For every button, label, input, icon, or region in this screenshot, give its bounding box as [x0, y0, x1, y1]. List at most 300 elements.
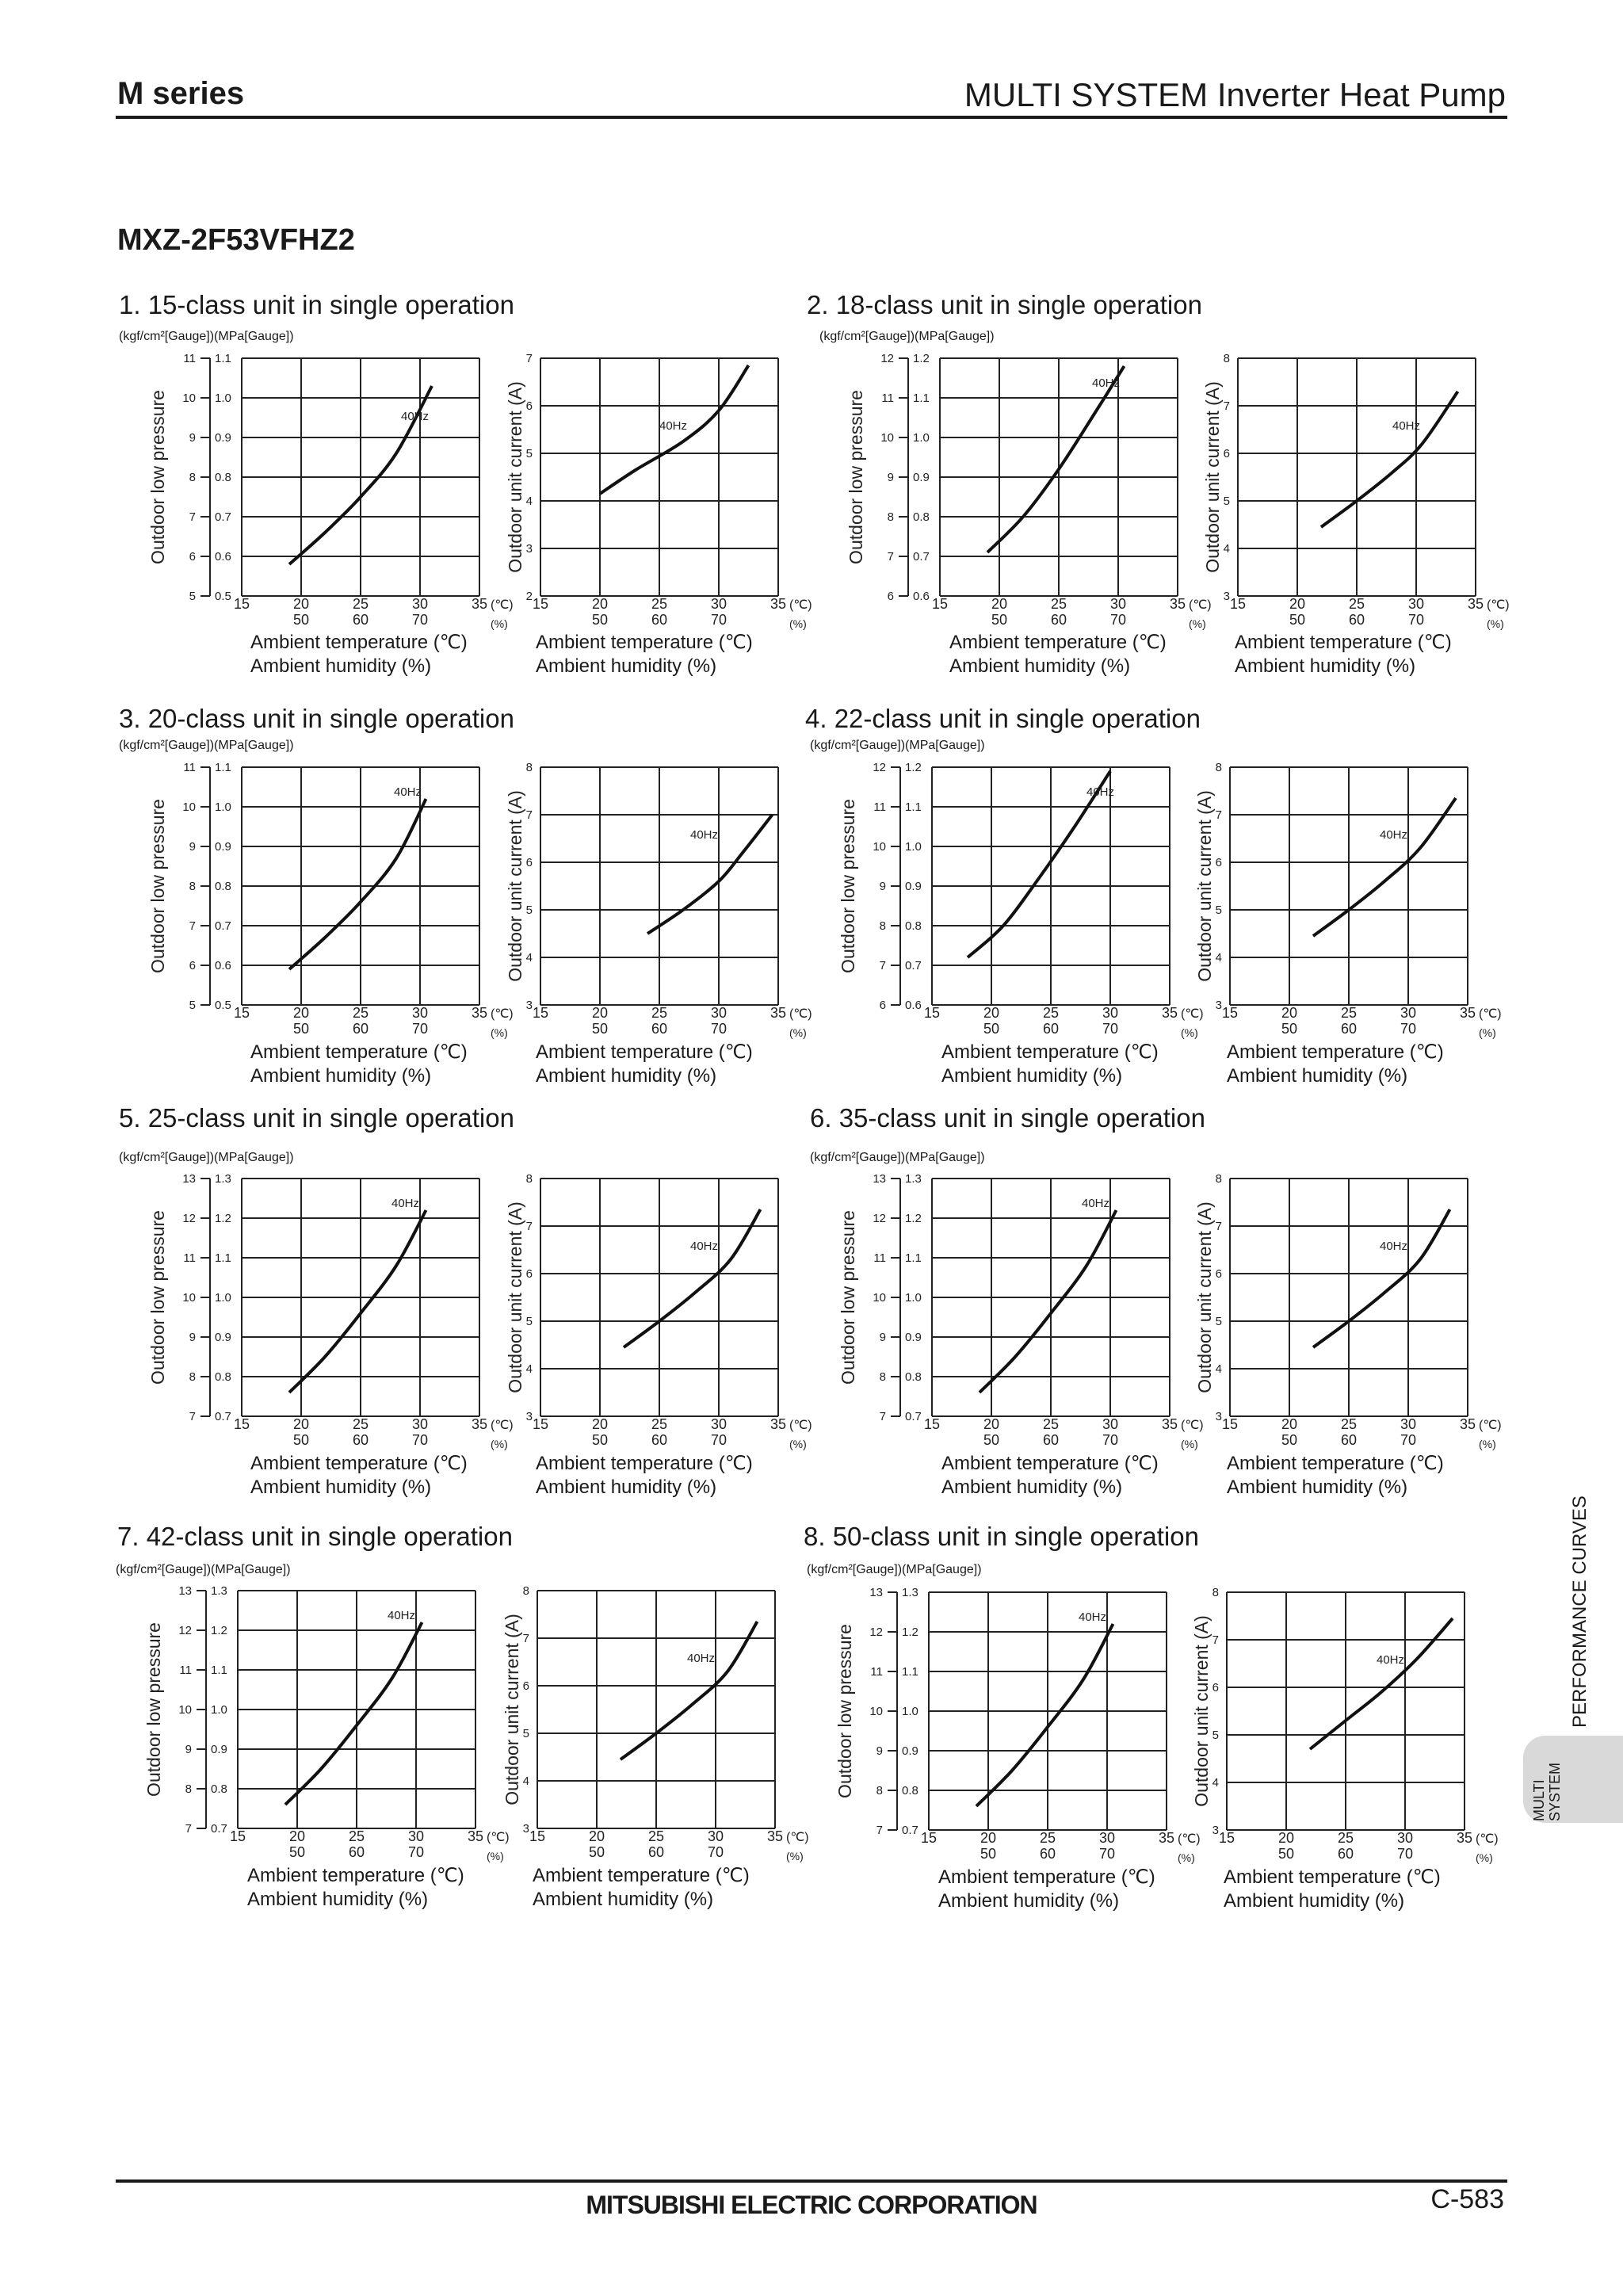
x-unit-temp: (℃) [1189, 598, 1212, 612]
x-tick-humidity: 70 [407, 1844, 425, 1860]
y-tick-mpa: 0.9 [902, 1744, 918, 1758]
y-tick-mpa: 1.2 [215, 1212, 231, 1225]
x-unit-temp: (℃) [487, 1831, 510, 1844]
x-tick-temp: 35 [766, 1828, 784, 1844]
y-tick: 3 [1212, 1824, 1219, 1837]
chart-current-7 [442, 1575, 823, 1884]
x-tick-temp: 20 [292, 1005, 310, 1021]
x-unit-humidity: (%) [491, 1438, 508, 1450]
series-title: M series [117, 76, 245, 111]
series-line-40hz [1321, 392, 1458, 527]
chart-current-1 [445, 342, 826, 651]
y-tick-mpa: 1.1 [215, 1251, 231, 1265]
x-unit-temp: (℃) [491, 598, 514, 612]
y-tick: 5 [1215, 904, 1222, 917]
x-unit-temp: (℃) [1181, 1419, 1204, 1432]
xlabel-5b: Ambient temperature (℃) Ambient humidity (%) [536, 1453, 753, 1498]
y-tick-mpa: 0.6 [905, 999, 922, 1012]
y-tick: 3 [525, 542, 533, 556]
y-tick-kgf: 8 [879, 1370, 886, 1384]
y-tick-mpa: 0.9 [215, 1331, 231, 1344]
xlabel-8b: Ambient temperature (℃) Ambient humidity (%) [1224, 1866, 1441, 1912]
y-tick-kgf: 11 [179, 1664, 192, 1677]
xlabel-5a: Ambient temperature (℃) Ambient humidity (%) [250, 1453, 468, 1498]
x-tick-temp: 35 [1158, 1830, 1175, 1846]
x-tick-humidity: 50 [983, 1021, 1000, 1037]
x-tick-temp: 15 [931, 596, 949, 612]
x-tick-temp: 15 [229, 1828, 246, 1844]
y-tick-kgf: 7 [879, 959, 886, 972]
x-tick-temp: 20 [991, 596, 1008, 612]
series-label-40hz: 40Hz [690, 1240, 719, 1253]
y-tick-mpa: 1.1 [215, 761, 231, 774]
x-tick-humidity: 60 [348, 1844, 365, 1860]
y-tick-mpa: 0.8 [905, 1370, 922, 1384]
y-axis-label: Outdoor low pressure [838, 1210, 858, 1385]
y-tick-mpa: 1.1 [211, 1664, 227, 1677]
model-name: MXZ-2F53VFHZ2 [117, 223, 355, 257]
x-unit-humidity: (%) [1181, 1438, 1198, 1450]
series-line-40hz [1313, 1209, 1450, 1347]
x-tick-temp: 20 [591, 1416, 609, 1432]
series-line-40hz [987, 366, 1125, 552]
y-tick: 5 [525, 904, 533, 917]
x-unit-humidity: (%) [1476, 1851, 1493, 1864]
x-tick-humidity: 60 [1348, 612, 1365, 628]
series-line-40hz [976, 1624, 1113, 1806]
x-tick-temp: 25 [1340, 1005, 1358, 1021]
y-tick: 8 [525, 1172, 533, 1186]
y-tick-mpa: 0.8 [215, 471, 231, 484]
xlabel-3b: Ambient temperature (℃) Ambient humidity (%) [536, 1041, 753, 1087]
y-tick-mpa: 0.7 [215, 510, 231, 524]
y-tick: 3 [1215, 1410, 1222, 1423]
y-tick-kgf: 8 [189, 471, 196, 484]
y-tick-mpa: 0.9 [211, 1743, 227, 1756]
x-unit-temp: (℃) [789, 598, 812, 612]
xlabel-4b: Ambient temperature (℃) Ambient humidity (%) [1227, 1041, 1444, 1087]
x-tick-humidity: 50 [591, 612, 609, 628]
x-tick-temp: 25 [1042, 1416, 1060, 1432]
y-axis-label: Outdoor low pressure [838, 799, 858, 973]
x-tick-temp: 25 [651, 1005, 668, 1021]
y-tick: 7 [1212, 1633, 1219, 1647]
xlabel-7a: Ambient temperature (℃) Ambient humidity (%) [247, 1865, 464, 1910]
x-tick-humidity: 60 [647, 1844, 665, 1860]
y-tick-mpa: 0.8 [211, 1782, 227, 1796]
x-unit-humidity: (%) [789, 1438, 807, 1450]
y-tick-kgf: 13 [873, 1172, 886, 1186]
series-label-40hz: 40Hz [687, 1652, 716, 1665]
x-tick-humidity: 50 [1281, 1432, 1298, 1448]
x-tick-temp: 35 [471, 596, 488, 612]
x-unit-temp: (℃) [1181, 1007, 1204, 1021]
xlabel-6a: Ambient temperature (℃) Ambient humidity (%) [941, 1453, 1159, 1498]
y-tick-mpa: 0.7 [913, 550, 930, 563]
y-tick-mpa: 0.8 [215, 880, 231, 893]
y-tick-mpa: 0.9 [215, 840, 231, 854]
x-tick-temp: 25 [1039, 1830, 1056, 1846]
y-tick: 5 [1215, 1315, 1222, 1328]
y-tick-mpa: 1.1 [902, 1665, 918, 1679]
x-tick-temp: 30 [710, 596, 727, 612]
x-tick-humidity: 50 [292, 1021, 310, 1037]
y-axis-label: Outdoor low pressure [846, 390, 866, 564]
y-tick: 8 [525, 761, 533, 774]
x-tick-temp: 35 [1459, 1005, 1476, 1021]
y-tick: 7 [1215, 808, 1222, 822]
x-unit-temp: (℃) [789, 1007, 812, 1021]
x-tick-temp: 30 [1102, 1005, 1119, 1021]
y-tick-kgf: 7 [879, 1410, 886, 1423]
x-tick-humidity: 70 [710, 1021, 727, 1037]
y-axis-label: Outdoor unit current (A) [1194, 790, 1215, 982]
x-tick-temp: 15 [1221, 1005, 1239, 1021]
y-tick-kgf: 9 [887, 471, 894, 484]
y-tick: 6 [1215, 1267, 1222, 1281]
x-tick-humidity: 70 [1102, 1021, 1119, 1037]
y-tick-mpa: 1.2 [913, 352, 930, 365]
x-tick-temp: 20 [591, 1005, 609, 1021]
y-tick-mpa: 0.6 [913, 590, 930, 603]
series-label-40hz: 40Hz [1380, 1240, 1408, 1253]
series-label-40hz: 40Hz [388, 1609, 416, 1622]
y-tick-mpa: 0.9 [913, 471, 930, 484]
y-tick-kgf: 11 [873, 1251, 886, 1265]
xlabel-1b: Ambient temperature (℃) Ambient humidity (%) [536, 632, 753, 677]
x-tick-temp: 20 [292, 596, 310, 612]
y-tick: 5 [525, 1315, 533, 1328]
y-tick-kgf: 9 [185, 1743, 192, 1756]
x-tick-humidity: 60 [651, 1021, 668, 1037]
y-axis-label: Outdoor unit current (A) [1191, 1615, 1212, 1807]
series-label-40hz: 40Hz [659, 419, 688, 433]
x-unit-temp: (℃) [786, 1831, 809, 1844]
series-line-40hz [980, 1210, 1117, 1392]
y-tick-kgf: 6 [189, 550, 196, 563]
section-title-8: 8. 50-class unit in single operation [804, 1522, 1199, 1551]
x-unit-temp: (℃) [1479, 1419, 1502, 1432]
y-tick-kgf: 12 [869, 1626, 883, 1639]
x-tick-temp: 35 [769, 596, 787, 612]
x-tick-humidity: 50 [591, 1021, 609, 1037]
x-tick-temp: 15 [529, 1828, 546, 1844]
y-tick-mpa: 1.0 [215, 1291, 231, 1305]
series-label-40hz: 40Hz [391, 1197, 420, 1210]
x-tick-humidity: 60 [1042, 1021, 1060, 1037]
x-tick-humidity: 60 [651, 1432, 668, 1448]
xlabel-4a: Ambient temperature (℃) Ambient humidity (%) [941, 1041, 1159, 1087]
x-tick-temp: 15 [1221, 1416, 1239, 1432]
y-tick-mpa: 0.7 [902, 1824, 918, 1837]
y-tick-mpa: 0.9 [905, 880, 922, 893]
y-tick: 7 [525, 352, 533, 365]
y-tick-kgf: 6 [887, 590, 894, 603]
y-tick: 4 [1223, 542, 1230, 556]
x-tick-humidity: 70 [707, 1844, 724, 1860]
x-tick-temp: 30 [1407, 596, 1425, 612]
x-tick-temp: 25 [1337, 1830, 1354, 1846]
y-tick-mpa: 1.1 [913, 392, 930, 405]
series-label-40hz: 40Hz [690, 828, 719, 842]
series-label-40hz: 40Hz [1380, 828, 1408, 842]
x-tick-temp: 15 [233, 1416, 250, 1432]
x-tick-temp: 15 [233, 596, 250, 612]
x-tick-temp: 35 [1456, 1830, 1473, 1846]
series-line-40hz [968, 771, 1110, 957]
y-tick: 2 [525, 590, 533, 603]
x-tick-temp: 20 [1281, 1416, 1298, 1432]
y-tick: 5 [522, 1727, 529, 1740]
y-tick-mpa: 0.8 [905, 919, 922, 933]
y-tick-kgf: 10 [873, 1291, 886, 1305]
y-tick: 4 [1212, 1776, 1219, 1790]
series-label-40hz: 40Hz [1086, 785, 1115, 799]
y-axis-label: Outdoor low pressure [834, 1624, 855, 1798]
y-tick-mpa: 0.9 [905, 1331, 922, 1344]
y-tick-kgf: 5 [189, 590, 196, 603]
y-tick-mpa: 1.3 [905, 1172, 922, 1186]
x-tick-temp: 30 [710, 1416, 727, 1432]
y-tick: 6 [1223, 447, 1230, 460]
x-unit-humidity: (%) [789, 617, 807, 630]
xlabel-6b: Ambient temperature (℃) Ambient humidity (%) [1227, 1453, 1444, 1498]
x-tick-temp: 25 [1050, 596, 1067, 612]
x-tick-temp: 15 [920, 1830, 938, 1846]
footer-corporation: MITSUBISHI ELECTRIC CORPORATION [586, 2191, 1037, 2219]
y-tick-kgf: 6 [879, 999, 886, 1012]
y-tick: 4 [525, 951, 533, 965]
x-unit-temp: (℃) [1476, 1832, 1499, 1846]
y-tick-mpa: 1.0 [902, 1705, 918, 1718]
y-tick-mpa: 0.9 [215, 431, 231, 445]
y-tick-kgf: 10 [182, 392, 196, 405]
x-tick-humidity: 70 [1400, 1432, 1417, 1448]
y-tick: 5 [525, 447, 533, 460]
x-tick-temp: 30 [411, 1005, 429, 1021]
x-tick-humidity: 70 [710, 1432, 727, 1448]
side-tab-box-text: MULTI SYSTEM [1531, 1762, 1563, 1821]
x-tick-humidity: 50 [288, 1844, 306, 1860]
y-tick-kgf: 10 [182, 800, 196, 814]
series-label-40hz: 40Hz [394, 785, 422, 799]
x-tick-temp: 35 [1161, 1005, 1178, 1021]
x-tick-temp: 20 [983, 1416, 1000, 1432]
series-line-40hz [1313, 798, 1456, 936]
y-tick: 7 [1215, 1220, 1222, 1233]
y-tick-kgf: 9 [189, 431, 196, 445]
y-tick-mpa: 0.7 [905, 959, 922, 972]
y-tick-mpa: 0.5 [215, 999, 231, 1012]
series-label-40hz: 40Hz [1392, 419, 1421, 433]
y-tick-mpa: 1.1 [905, 1251, 922, 1265]
unit-label-3: (kgf/cm²[Gauge])(MPa[Gauge]) [119, 739, 294, 752]
y-axis-label: Outdoor unit current (A) [1194, 1201, 1215, 1393]
x-tick-humidity: 60 [651, 612, 668, 628]
y-tick-kgf: 12 [178, 1624, 192, 1637]
section-title-1: 1. 15-class unit in single operation [119, 290, 514, 319]
y-tick-mpa: 1.1 [905, 800, 922, 814]
x-tick-temp: 30 [1396, 1830, 1414, 1846]
y-tick-mpa: 1.1 [215, 352, 231, 365]
x-tick-temp: 30 [411, 596, 429, 612]
x-tick-temp: 35 [1467, 596, 1484, 612]
y-tick-kgf: 9 [189, 1331, 196, 1344]
y-tick: 4 [1215, 1362, 1222, 1376]
xlabel-8a: Ambient temperature (℃) Ambient humidity (%) [938, 1866, 1155, 1912]
x-tick-temp: 25 [647, 1828, 665, 1844]
section-title-5: 5. 25-class unit in single operation [119, 1103, 514, 1133]
y-tick-kgf: 8 [879, 919, 886, 933]
unit-label-5: (kgf/cm²[Gauge])(MPa[Gauge]) [119, 1151, 294, 1164]
x-tick-humidity: 50 [591, 1432, 609, 1448]
unit-label-4: (kgf/cm²[Gauge])(MPa[Gauge]) [810, 739, 985, 752]
y-tick: 6 [525, 399, 533, 413]
y-axis-label: Outdoor unit current (A) [502, 1614, 522, 1805]
y-tick: 3 [1223, 590, 1230, 603]
x-unit-temp: (℃) [491, 1007, 514, 1021]
x-tick-temp: 20 [1277, 1830, 1295, 1846]
x-tick-humidity: 50 [588, 1844, 605, 1860]
y-tick-mpa: 1.2 [211, 1624, 227, 1637]
chart-current-5 [445, 1163, 826, 1472]
x-tick-temp: 25 [1042, 1005, 1060, 1021]
x-tick-temp: 20 [292, 1416, 310, 1432]
x-tick-humidity: 60 [1039, 1846, 1056, 1862]
x-tick-temp: 35 [1169, 596, 1186, 612]
series-line-40hz [285, 1622, 422, 1805]
x-tick-humidity: 50 [983, 1432, 1000, 1448]
y-axis-label: Outdoor unit current (A) [505, 381, 525, 573]
x-tick-humidity: 70 [710, 612, 727, 628]
x-tick-temp: 20 [588, 1828, 605, 1844]
y-axis-label: Outdoor low pressure [147, 390, 168, 564]
series-label-40hz: 40Hz [1079, 1610, 1107, 1624]
chart-current-4 [1135, 751, 1515, 1060]
y-tick-kgf: 13 [178, 1584, 192, 1598]
y-tick-kgf: 13 [182, 1172, 196, 1186]
xlabel-7b: Ambient temperature (℃) Ambient humidity (%) [533, 1865, 750, 1910]
section-title-4: 4. 22-class unit in single operation [805, 704, 1201, 733]
unit-label-6: (kgf/cm²[Gauge])(MPa[Gauge]) [810, 1151, 985, 1164]
x-tick-temp: 20 [983, 1005, 1000, 1021]
series-label-40hz: 40Hz [1082, 1197, 1110, 1210]
x-tick-temp: 25 [352, 1005, 369, 1021]
x-unit-humidity: (%) [1181, 1026, 1198, 1039]
x-unit-humidity: (%) [789, 1026, 807, 1039]
series-label-40hz: 40Hz [401, 410, 430, 423]
x-tick-temp: 35 [1459, 1416, 1476, 1432]
x-tick-humidity: 60 [352, 1432, 369, 1448]
y-tick: 7 [1223, 399, 1230, 413]
y-tick-kgf: 10 [869, 1705, 883, 1718]
y-tick-kgf: 9 [189, 840, 196, 854]
x-unit-humidity: (%) [491, 617, 508, 630]
x-tick-humidity: 50 [292, 1432, 310, 1448]
x-unit-humidity: (%) [1189, 617, 1206, 630]
x-tick-humidity: 50 [1289, 612, 1306, 628]
y-tick-mpa: 0.5 [215, 590, 231, 603]
y-tick-kgf: 11 [870, 1665, 883, 1679]
y-tick-kgf: 11 [183, 1251, 196, 1265]
x-tick-temp: 30 [411, 1416, 429, 1432]
x-tick-temp: 30 [1400, 1005, 1417, 1021]
series-label-40hz: 40Hz [1377, 1653, 1405, 1667]
y-tick: 4 [525, 1362, 533, 1376]
y-tick-mpa: 1.0 [211, 1703, 227, 1717]
y-tick: 5 [1223, 495, 1230, 508]
x-unit-temp: (℃) [1178, 1832, 1201, 1846]
y-tick: 4 [525, 495, 533, 508]
y-tick-mpa: 1.0 [905, 840, 922, 854]
y-tick: 4 [522, 1775, 529, 1788]
y-tick: 3 [1215, 999, 1222, 1012]
y-tick-kgf: 8 [189, 880, 196, 893]
series-line-40hz [621, 1622, 758, 1759]
x-tick-humidity: 50 [980, 1846, 997, 1862]
y-tick: 8 [1223, 352, 1230, 365]
y-tick-mpa: 0.7 [211, 1822, 227, 1836]
x-tick-humidity: 70 [1396, 1846, 1414, 1862]
x-tick-temp: 25 [352, 1416, 369, 1432]
x-tick-temp: 20 [1289, 596, 1306, 612]
y-axis-label: Outdoor unit current (A) [505, 1201, 525, 1393]
section-title-7: 7. 42-class unit in single operation [117, 1522, 513, 1551]
x-tick-humidity: 60 [352, 1021, 369, 1037]
series-line-40hz [624, 1209, 761, 1347]
x-unit-temp: (℃) [1479, 1007, 1502, 1021]
y-tick-mpa: 0.6 [215, 550, 231, 563]
page-number: C-583 [1430, 2184, 1504, 2214]
y-tick-mpa: 1.0 [215, 392, 231, 405]
x-tick-temp: 25 [651, 1416, 668, 1432]
x-tick-temp: 35 [1161, 1416, 1178, 1432]
y-tick-kgf: 7 [189, 510, 196, 524]
y-tick: 7 [525, 1220, 533, 1233]
y-tick-mpa: 1.0 [905, 1291, 922, 1305]
x-tick-temp: 35 [769, 1005, 787, 1021]
header-divider [116, 116, 1507, 119]
y-tick: 6 [1215, 856, 1222, 869]
y-tick-mpa: 1.2 [905, 1212, 922, 1225]
x-unit-temp: (℃) [491, 1419, 514, 1432]
y-tick: 8 [1212, 1586, 1219, 1599]
product-title: MULTI SYSTEM Inverter Heat Pump [964, 76, 1506, 113]
x-tick-temp: 15 [532, 1416, 549, 1432]
x-tick-humidity: 60 [1042, 1432, 1060, 1448]
y-tick-kgf: 10 [873, 840, 886, 854]
y-tick-kgf: 10 [880, 431, 894, 445]
x-tick-humidity: 60 [1337, 1846, 1354, 1862]
x-tick-humidity: 60 [1340, 1432, 1358, 1448]
series-label-40hz: 40Hz [1092, 376, 1121, 390]
y-tick-kgf: 9 [879, 880, 886, 893]
y-tick: 6 [525, 856, 533, 869]
y-axis-label: Outdoor unit current (A) [505, 790, 525, 982]
y-tick-mpa: 1.0 [913, 431, 930, 445]
x-tick-temp: 15 [1229, 596, 1247, 612]
y-tick-kgf: 12 [182, 1212, 196, 1225]
y-tick-mpa: 1.2 [905, 761, 922, 774]
y-tick-mpa: 0.7 [215, 919, 231, 933]
y-tick-mpa: 1.3 [211, 1584, 227, 1598]
x-tick-humidity: 70 [411, 1432, 429, 1448]
y-tick-kgf: 12 [880, 352, 894, 365]
y-axis-label: Outdoor unit current (A) [1202, 381, 1223, 573]
x-tick-temp: 20 [980, 1830, 997, 1846]
chart-current-3 [445, 751, 826, 1060]
y-tick-kgf: 11 [183, 352, 196, 365]
